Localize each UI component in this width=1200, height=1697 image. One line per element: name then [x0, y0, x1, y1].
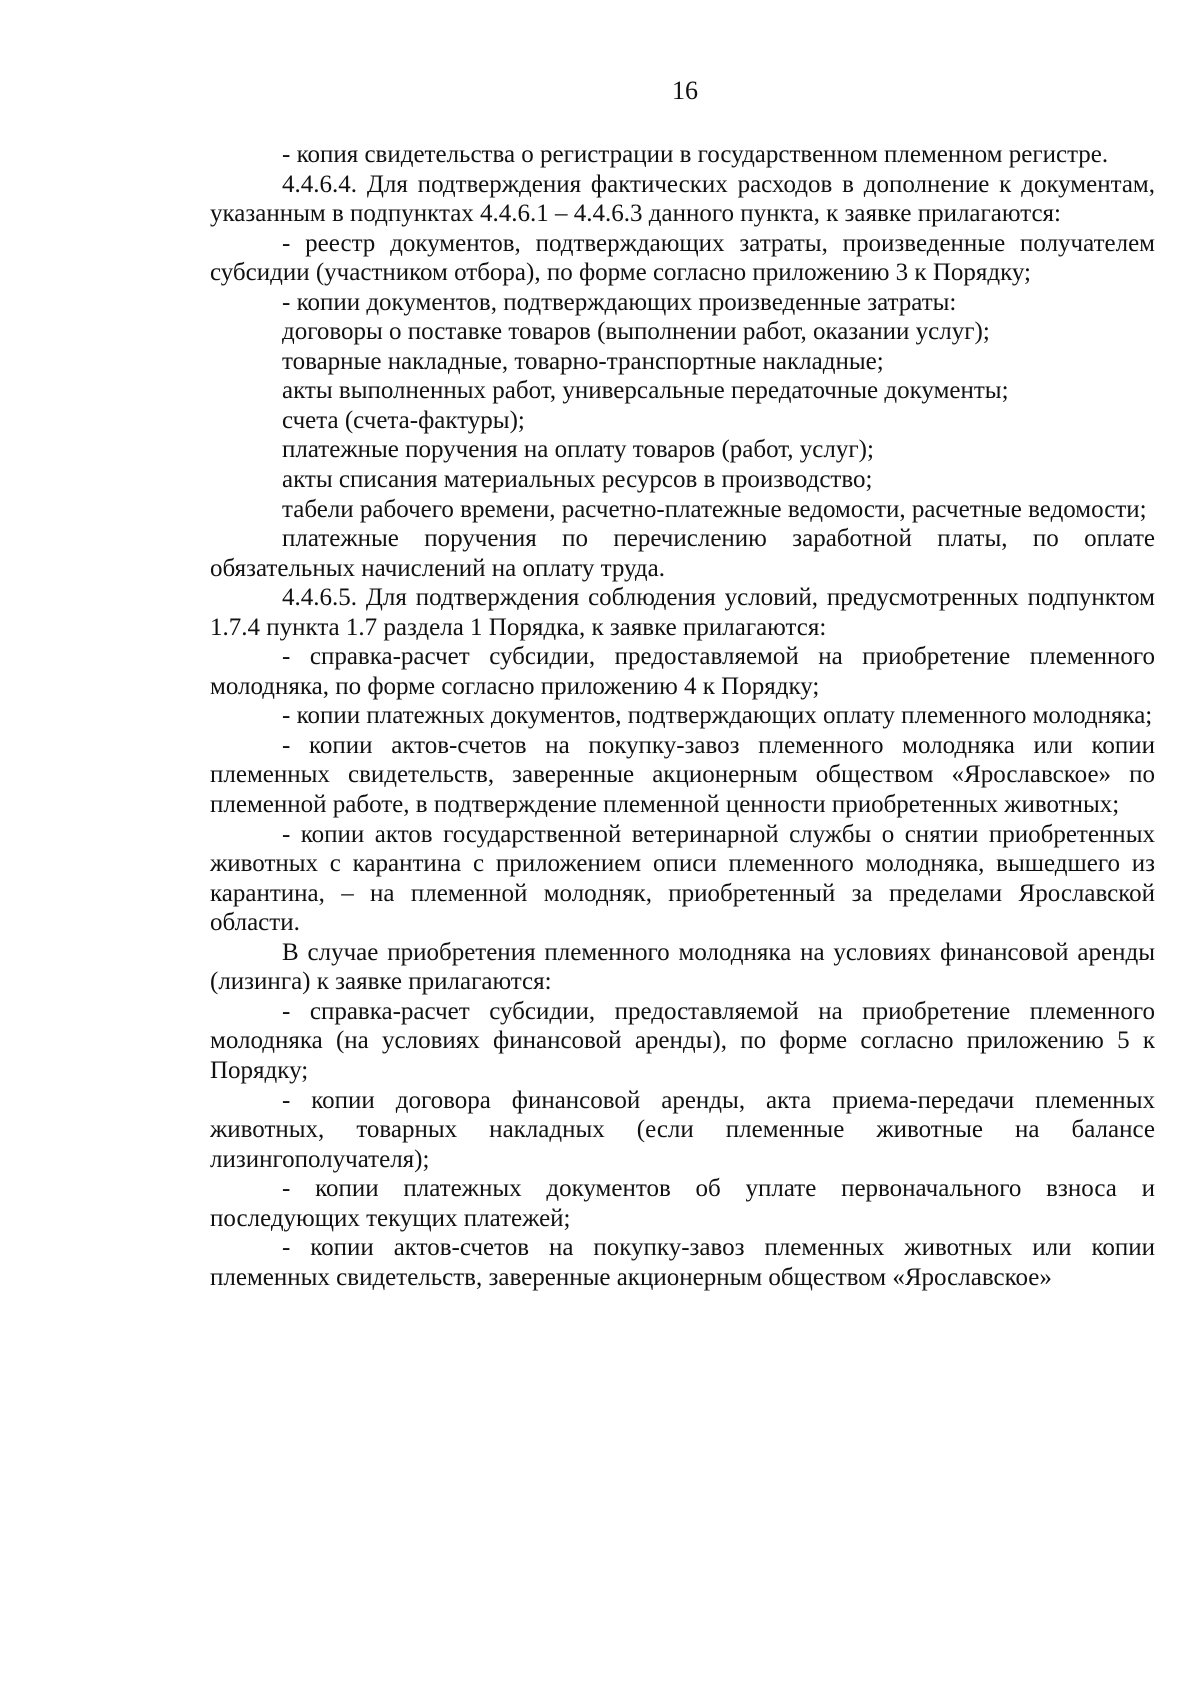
- paragraph: счета (счета-фактуры);: [282, 406, 525, 434]
- paragraph: - копии документов, подтверждающих произведенные затраты:: [282, 288, 957, 316]
- paragraph: - справка-расчет субсидии, предоставляемой на приобретение племенного молодняка, по форме согласно приложению 4 к Порядку;: [210, 643, 1155, 700]
- paragraph: - копии актов-счетов на покупку-завоз племенного молодняка или копии племенных свидетельств, заверенные акционерным обществом «Ярославское» по племенной работе, в подтверждение племенной ценности приобретенных животных;: [210, 731, 1155, 819]
- paragraph: акты выполненных работ, универсальные передаточные документы;: [282, 377, 1009, 405]
- paragraph: - копии актов-счетов на покупку-завоз племенных животных или копии племенных свидетельств, заверенные акционерным обществом «Ярославское»: [210, 1234, 1155, 1291]
- paragraph: - копии платежных документов об уплате первоначального взноса и последующих текущих платежей;: [210, 1175, 1155, 1232]
- paragraph: - справка-расчет субсидии, предоставляемой на приобретение племенного молодняка (на условиях финансовой аренды), по форме согласно приложению 5 к Порядку;: [210, 997, 1155, 1084]
- paragraph: 4.4.6.5. Для подтверждения соблюдения условий, предусмотренных подпунктом 1.7.4 пункта 1.7 раздела 1 Порядка, к заявке прилагаются:: [210, 584, 1155, 641]
- paragraph: - копии договора финансовой аренды, акта приема-передачи племенных животных, товарных накладных (если племенные животные на балансе лизингополучателя);: [210, 1086, 1155, 1173]
- paragraph: - копии актов государственной ветеринарной службы о снятии приобретенных животных с карантина с приложением описи племенного молодняка, вышедшего из карантина, – на племенной молодняк, приобретенный за пределами Ярославской области.: [210, 820, 1155, 937]
- paragraph: 4.4.6.4. Для подтверждения фактических расходов в дополнение к документам, указанным в подпунктах 4.4.6.1 – 4.4.6.3 данного пункта, к заявке прилагаются:: [210, 170, 1155, 228]
- paragraph: платежные поручения на оплату товаров (работ, услуг);: [282, 436, 874, 464]
- page-number: 16: [672, 76, 698, 105]
- paragraph: акты списания материальных ресурсов в производство;: [282, 466, 873, 494]
- paragraph: В случае приобретения племенного молодняка на условиях финансовой аренды (лизинга) к заявке прилагаются:: [210, 938, 1155, 996]
- paragraph: - копия свидетельства о регистрации в государственном племенном регистре.: [282, 141, 1109, 168]
- paragraph: - реестр документов, подтверждающих затраты, произведенные получателем субсидии (участником отбора), по форме согласно приложению 3 к Порядку;: [210, 229, 1155, 287]
- paragraph: платежные поручения по перечислению заработной платы, по оплате обязательных начислений на оплату труда.: [210, 525, 1155, 582]
- paragraph: табели рабочего времени, расчетно-платежные ведомости, расчетные ведомости;: [282, 495, 1147, 523]
- paragraph: - копии платежных документов, подтверждающих оплату племенного молодняка;: [282, 702, 1153, 730]
- paragraph: договоры о поставке товаров (выполнении работ, оказании услуг);: [282, 318, 990, 346]
- document-body: [210, 140, 1155, 1292]
- paragraph: товарные накладные, товарно-транспортные накладные;: [282, 347, 884, 375]
